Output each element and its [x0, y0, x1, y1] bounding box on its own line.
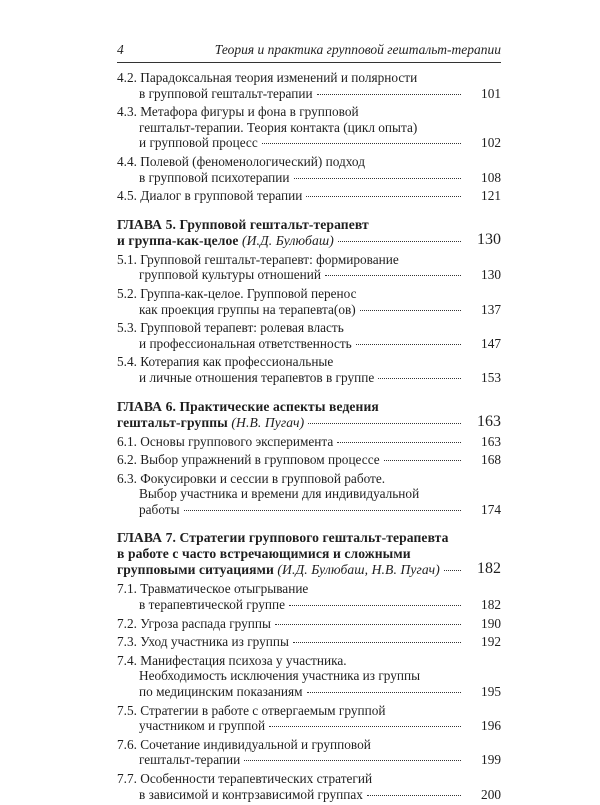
- toc-entry-text: и личные отношения терапевтов в группе: [139, 369, 375, 385]
- toc-entry-line: [139, 684, 465, 700]
- toc-entry-line: 4.4. Полевой (феноменологический) подход: [117, 153, 365, 169]
- chapter-title-line: в работе с часто встречающимися и сложными: [117, 546, 411, 562]
- toc-entry: [117, 354, 501, 385]
- toc-entry: [117, 771, 501, 802]
- toc-entry: [117, 320, 501, 351]
- toc-entry-line: 5.4. Котерапия как профессиональные: [117, 354, 334, 370]
- chapter-4-tail: [117, 70, 501, 204]
- dot-leader: [293, 641, 461, 643]
- toc-page-number: 199: [481, 752, 501, 768]
- toc-entry: [117, 104, 501, 151]
- chapter-title-line: ГЛАВА 5. Групповой гештальт-терапевт: [117, 216, 369, 232]
- toc-entry-line: [139, 336, 465, 352]
- dot-leader: [356, 343, 461, 345]
- dot-leader: [325, 274, 461, 276]
- dot-leader: [378, 377, 461, 379]
- toc-page-number: 200: [481, 786, 501, 802]
- toc-page-number: 196: [481, 718, 501, 734]
- toc-entry-text: в групповой психотерапии: [139, 169, 290, 185]
- toc-entry-text: работы: [139, 501, 180, 517]
- dot-leader: [306, 195, 461, 197]
- toc-page-number: 137: [481, 301, 501, 317]
- toc-page-number: 195: [481, 684, 501, 700]
- chapter-title-text: гештальт-группы (Н.В. Пугач): [117, 414, 305, 430]
- toc-page-number: 108: [481, 169, 501, 185]
- dot-leader: [262, 142, 461, 144]
- chapter-title-line: ГЛАВА 7. Стратегии группового гештальт-терапевта: [117, 530, 449, 546]
- toc-entry: [117, 434, 501, 450]
- toc-entry-text: 4.5. Диалог в групповой терапии: [117, 188, 303, 204]
- dot-leader: [367, 794, 461, 796]
- toc-entry-line: [139, 302, 465, 318]
- toc-entry-line: [139, 597, 465, 613]
- toc-page-number: 168: [481, 452, 501, 468]
- toc-entry: [117, 634, 501, 650]
- toc-entry: [117, 616, 501, 632]
- chapter-page-number: 163: [477, 412, 501, 430]
- toc-entry: [117, 188, 501, 204]
- toc-entry-line: 5.1. Групповой гештальт-терапевт: формирование: [117, 251, 399, 267]
- toc-entry-line: 7.6. Сочетание индивидуальной и групповой: [117, 736, 371, 752]
- toc-entry-text: как проекция группы на терапевта(ов): [139, 301, 356, 317]
- chapter-author: (И.Д. Булюбаш, Н.В. Пугач): [277, 562, 440, 578]
- dot-leader: [244, 759, 461, 761]
- toc-entry-text: и профессиональная ответственность: [139, 335, 352, 351]
- toc-entry-line: [139, 267, 465, 283]
- toc-entry-line: [139, 135, 465, 151]
- dot-leader: [307, 691, 461, 693]
- dot-leader: [360, 309, 461, 311]
- toc-entry-text: 6.2. Выбор упражнений в групповом процессе: [117, 452, 380, 468]
- toc-page-number: 130: [481, 267, 501, 283]
- toc-entry-text: 6.1. Основы группового эксперимента: [117, 433, 334, 449]
- dot-leader: [337, 441, 461, 443]
- toc-entry: [117, 286, 501, 317]
- toc-page-number: 174: [481, 501, 501, 517]
- chapter-title-line: [117, 415, 465, 431]
- toc-entry-text: в групповой гештальт-терапии: [139, 85, 313, 101]
- chapter-title-line: ГЛАВА 6. Практические аспекты ведения: [117, 398, 379, 414]
- toc-page-number: 101: [481, 85, 501, 101]
- chapter-page-number: 182: [477, 560, 501, 578]
- page-number: 4: [117, 42, 124, 57]
- chapter-6: [117, 399, 501, 518]
- toc-page-number: 121: [481, 188, 501, 204]
- toc-entry-line: [139, 86, 465, 102]
- toc-entry-line: [139, 752, 465, 768]
- dot-leader: [269, 725, 461, 727]
- toc-entry-line: 7.7. Особенности терапевтических стратегий: [117, 771, 373, 786]
- toc-entry: [117, 70, 501, 101]
- chapter-author: (Н.В. Пугач): [231, 414, 305, 430]
- toc-entry: [117, 737, 501, 768]
- toc-entry-line: [117, 434, 465, 450]
- toc-entry-line: 4.2. Парадоксальная теория изменений и полярности: [117, 70, 418, 85]
- toc-entry-text: 7.3. Уход участника из группы: [117, 634, 289, 650]
- dot-leader: [444, 569, 461, 571]
- toc-entry-text: в терапевтической группе: [139, 597, 285, 613]
- chapter-heading: [117, 399, 501, 431]
- chapter-7: [117, 530, 501, 802]
- chapter-title-text: и группа-как-целое (И.Д. Булюбаш): [117, 232, 334, 248]
- toc-entry: [117, 471, 501, 518]
- dot-leader: [275, 623, 461, 625]
- toc-entry-line: [139, 787, 465, 803]
- toc-entry-line: Выбор участника и времени для индивидуальной: [139, 486, 420, 502]
- toc-entry-text: участником и группой: [139, 718, 266, 734]
- toc-entry: [117, 581, 501, 612]
- toc-entry-line: 7.1. Травматическое отыгрывание: [117, 581, 309, 597]
- toc-entry-line: 6.3. Фокусировки и сессии в групповой работе.: [117, 470, 386, 486]
- toc-entry-line: 5.3. Групповой терапевт: ролевая власть: [117, 320, 344, 336]
- toc-entry-line: [117, 188, 465, 204]
- chapter-title-line: [117, 233, 465, 249]
- toc-page-number: 153: [481, 369, 501, 385]
- chapter-title-line: [117, 562, 465, 578]
- toc-entry-line: Необходимость исключения участника из группы: [139, 668, 421, 684]
- chapter-5: [117, 217, 501, 386]
- dot-leader: [317, 93, 461, 95]
- chapter-page-number: 130: [477, 230, 501, 248]
- toc-entry-text: по медицинским показаниям: [139, 684, 303, 700]
- running-title: Теория и практика групповой гештальт-терапии: [214, 42, 501, 57]
- chapter-heading: [117, 530, 501, 578]
- toc-entry: [117, 653, 501, 700]
- toc-page-number: 192: [481, 634, 501, 650]
- dot-leader: [184, 509, 461, 511]
- dot-leader: [308, 422, 461, 424]
- toc-entry: [117, 154, 501, 185]
- toc-page-number: 182: [481, 597, 501, 613]
- toc-entry-line: гештальт-терапии. Теория контакта (цикл опыта): [139, 119, 418, 135]
- toc-entry-line: [139, 718, 465, 734]
- chapter-heading: [117, 217, 501, 249]
- toc-entry: [117, 452, 501, 468]
- chapter-author: (И.Д. Булюбаш): [241, 232, 334, 248]
- toc-entry-text: в зависимой и контрзависимой группах: [139, 786, 363, 802]
- toc-entry-line: 7.4. Манифестация психоза у участника.: [117, 652, 347, 668]
- toc-entry-text: групповой культуры отношений: [139, 267, 321, 283]
- toc-entry-line: [139, 370, 465, 386]
- toc-entry-text: и групповой процесс: [139, 135, 258, 151]
- dot-leader: [289, 604, 461, 606]
- table-of-contents: [117, 70, 501, 805]
- toc-entry-text: 7.2. Угроза распада группы: [117, 615, 271, 631]
- toc-page-number: 102: [481, 135, 501, 151]
- toc-entry-line: [117, 452, 465, 468]
- toc-page-number: 190: [481, 615, 501, 631]
- toc-page-number: 147: [481, 335, 501, 351]
- dot-leader: [338, 240, 461, 242]
- toc-entry-line: [139, 502, 465, 518]
- toc-entry-text: гештальт-терапии: [139, 752, 241, 768]
- toc-entry-line: 5.2. Группа-как-целое. Групповой перенос: [117, 285, 357, 301]
- chapter-title-text: групповыми ситуациями (И.Д. Булюбаш, Н.В. Пугач): [117, 562, 440, 578]
- toc-entry: [117, 252, 501, 283]
- toc-entry-line: [117, 634, 465, 650]
- toc-entry-line: [139, 170, 465, 186]
- toc-entry-line: 7.5. Стратегии в работе с отвергаемым группой: [117, 702, 386, 718]
- dot-leader: [294, 177, 461, 179]
- toc-entry-line: 4.3. Метафора фигуры и фона в групповой: [117, 104, 359, 120]
- toc-page-number: 163: [481, 433, 501, 449]
- running-header: [117, 40, 501, 63]
- toc-entry-line: [117, 616, 465, 632]
- dot-leader: [384, 459, 461, 461]
- toc-entry: [117, 703, 501, 734]
